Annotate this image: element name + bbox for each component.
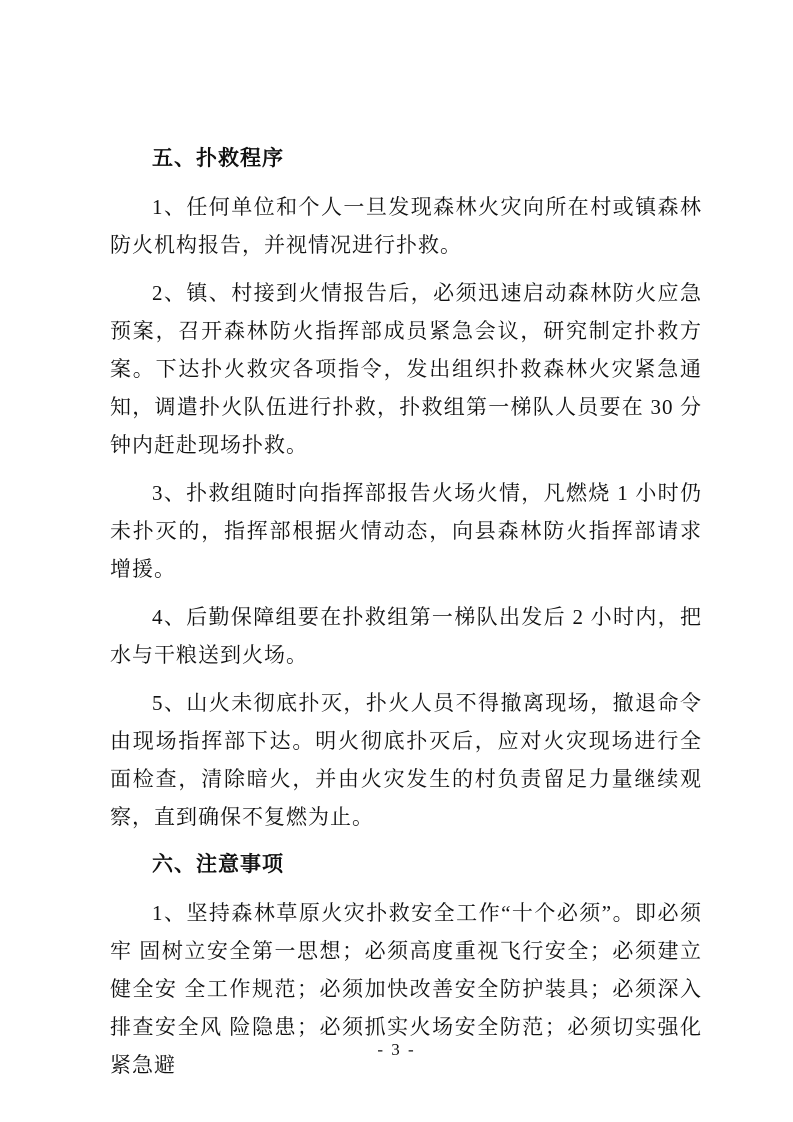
paragraph-1: 1、任何单位和个人一旦发现森林火灾向所在村或镇森林防火机构报告，并视情况进行扑救。 [110,195,702,257]
page-number: - 3 - [377,1040,416,1059]
paragraph-4: 4、后勤保障组要在扑救组第一梯队出发后 2 小时内，把水与干粮送到火场。 [110,605,702,667]
paragraph-2: 2、镇、村接到火情报告后，必须迅速启动森林防火应急预案，召开森林防火指挥部成员紧急会议，研究制定扑救方案。下达扑火救灾各项指令，发出组织扑救森林火灾紧急通知，调遣扑火队伍进行扑救，扑救组第一梯队人员要在 30 分钟内赶赴现场扑救。 [110,281,702,457]
document-content [110,140,702,1084]
section-heading-precautions: 六、注意事项 [152,853,284,876]
section-heading-rescue-procedure: 五、扑救程序 [152,147,284,170]
paragraph-3: 3、扑救组随时向指挥部报告火场火情，凡燃烧 1 小时仍未扑灭的，指挥部根据火情动态，向县森林防火指挥部请求增援。 [110,481,702,581]
paragraph-5: 5、山火未彻底扑灭，扑火人员不得撤离现场，撤退命令由现场指挥部下达。明火彻底扑灭后，应对火灾现场进行全面检查，清除暗火，并由火灾发生的村负责留足力量继续观察，直到确保不复燃为止。 [110,691,702,829]
paragraph-precautions-1: 1、坚持森林草原火灾扑救安全工作“十个必须”。即必须牢 固树立安全第一思想；必须高度重视飞行安全；必须建立健全安 全工作规范；必须加快改善安全防护装具；必须深入排查安全风 险隐患；必须抓实火场安全防范；必须切实强化紧急避 [110,901,702,1077]
